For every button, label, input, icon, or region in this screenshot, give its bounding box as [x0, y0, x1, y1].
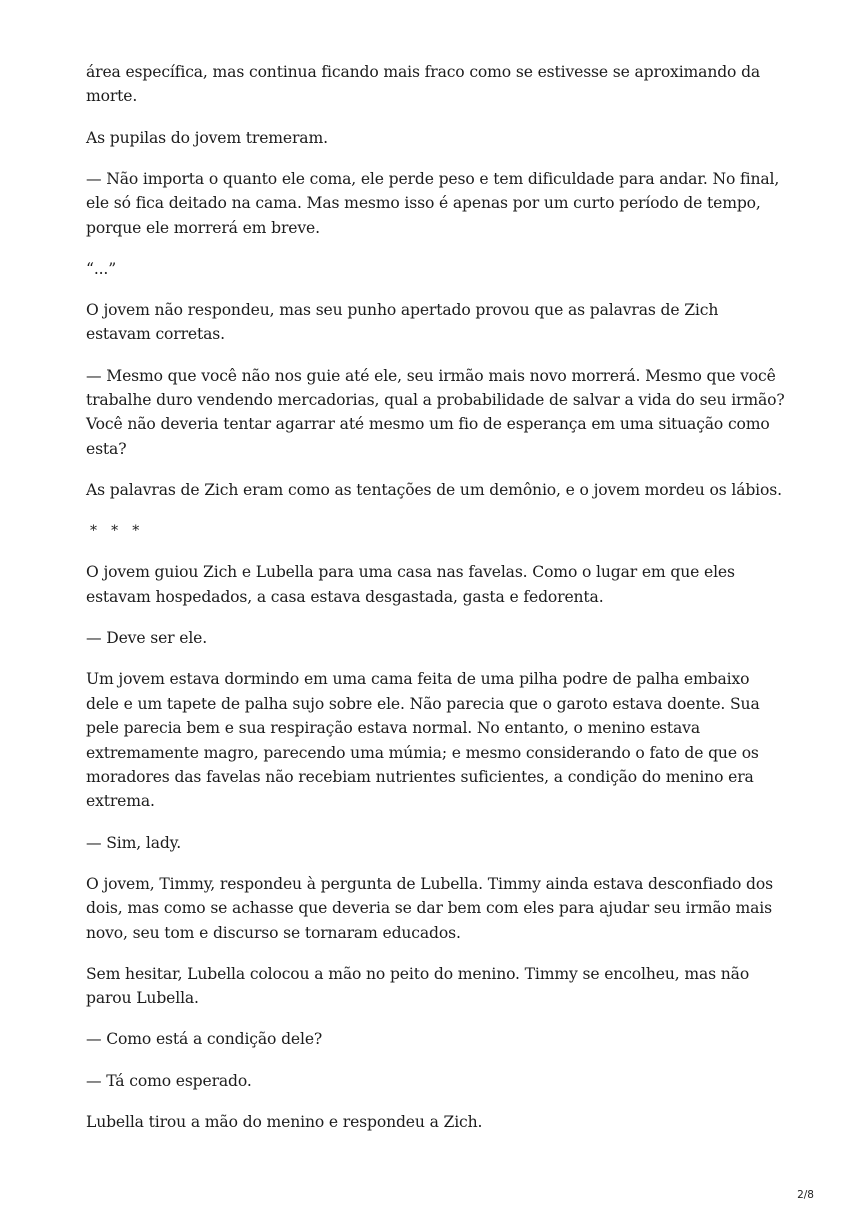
paragraph: O jovem, Timmy, respondeu à pergunta de Lubella. Timmy ainda estava desconfiado dos dois, mas como se achasse que deveria se dar bem com eles para ajudar seu irmão mais novo, seu tom e discurso se tornaram educados. [86, 874, 773, 942]
paragraph: Lubella tirou a mão do menino e respondeu a Zich. [86, 1112, 483, 1131]
paragraph: “...” [86, 259, 117, 278]
scene-separator: * * * [90, 523, 140, 540]
paragraph: — Não importa o quanto ele coma, ele perde peso e tem dificuldade para andar. No final, ele só fica deitado na cama. Mas mesmo isso é apenas por um curto período de tempo, porque ele morrerá em breve. [86, 169, 780, 237]
paragraph: — Como está a condição dele? [86, 1030, 323, 1049]
paragraph: Um jovem estava dormindo em uma cama feita de uma pilha podre de palha embaixo dele e um tapete de palha sujo sobre ele. Não parecia que o garoto estava doente. Sua pele parecia bem e sua respiração estava normal. No entanto, o menino estava extremamente magro, parecendo uma múmia; e mesmo considerando o fato de que os moradores das favelas não recebiam nutrientes suficientes, a condição do menino era extrema. [86, 670, 760, 811]
paragraph: área específica, mas continua ficando mais fraco como se estivesse se aproximando da morte. [86, 63, 761, 106]
page-number: 2/8 [797, 1189, 814, 1201]
document-body [86, 60, 786, 1151]
paragraph: O jovem não respondeu, mas seu punho apertado provou que as palavras de Zich estavam corretas. [86, 301, 719, 344]
paragraph: — Tá como esperado. [86, 1071, 252, 1090]
paragraph: — Mesmo que você não nos guie até ele, seu irmão mais novo morrerá. Mesmo que você trabalhe duro vendendo mercadorias, qual a probabilidade de salvar a vida do seu irmão? Você não deveria tentar agarrar até mesmo um fio de esperança em uma situação como esta? [86, 366, 785, 458]
paragraph: Sem hesitar, Lubella colocou a mão no peito do menino. Timmy se encolheu, mas não parou Lubella. [86, 964, 750, 1008]
paragraph: O jovem guiou Zich e Lubella para uma casa nas favelas. Como o lugar em que eles estavam hospedados, a casa estava desgastada, gasta e fedorenta. [86, 563, 735, 606]
paragraph: As pupilas do jovem tremeram. [86, 128, 328, 147]
paragraph: — Deve ser ele. [86, 629, 208, 648]
paragraph: — Sim, lady. [86, 833, 182, 852]
paragraph: As palavras de Zich eram como as tentações de um demônio, e o jovem mordeu os lábios. [86, 481, 782, 500]
